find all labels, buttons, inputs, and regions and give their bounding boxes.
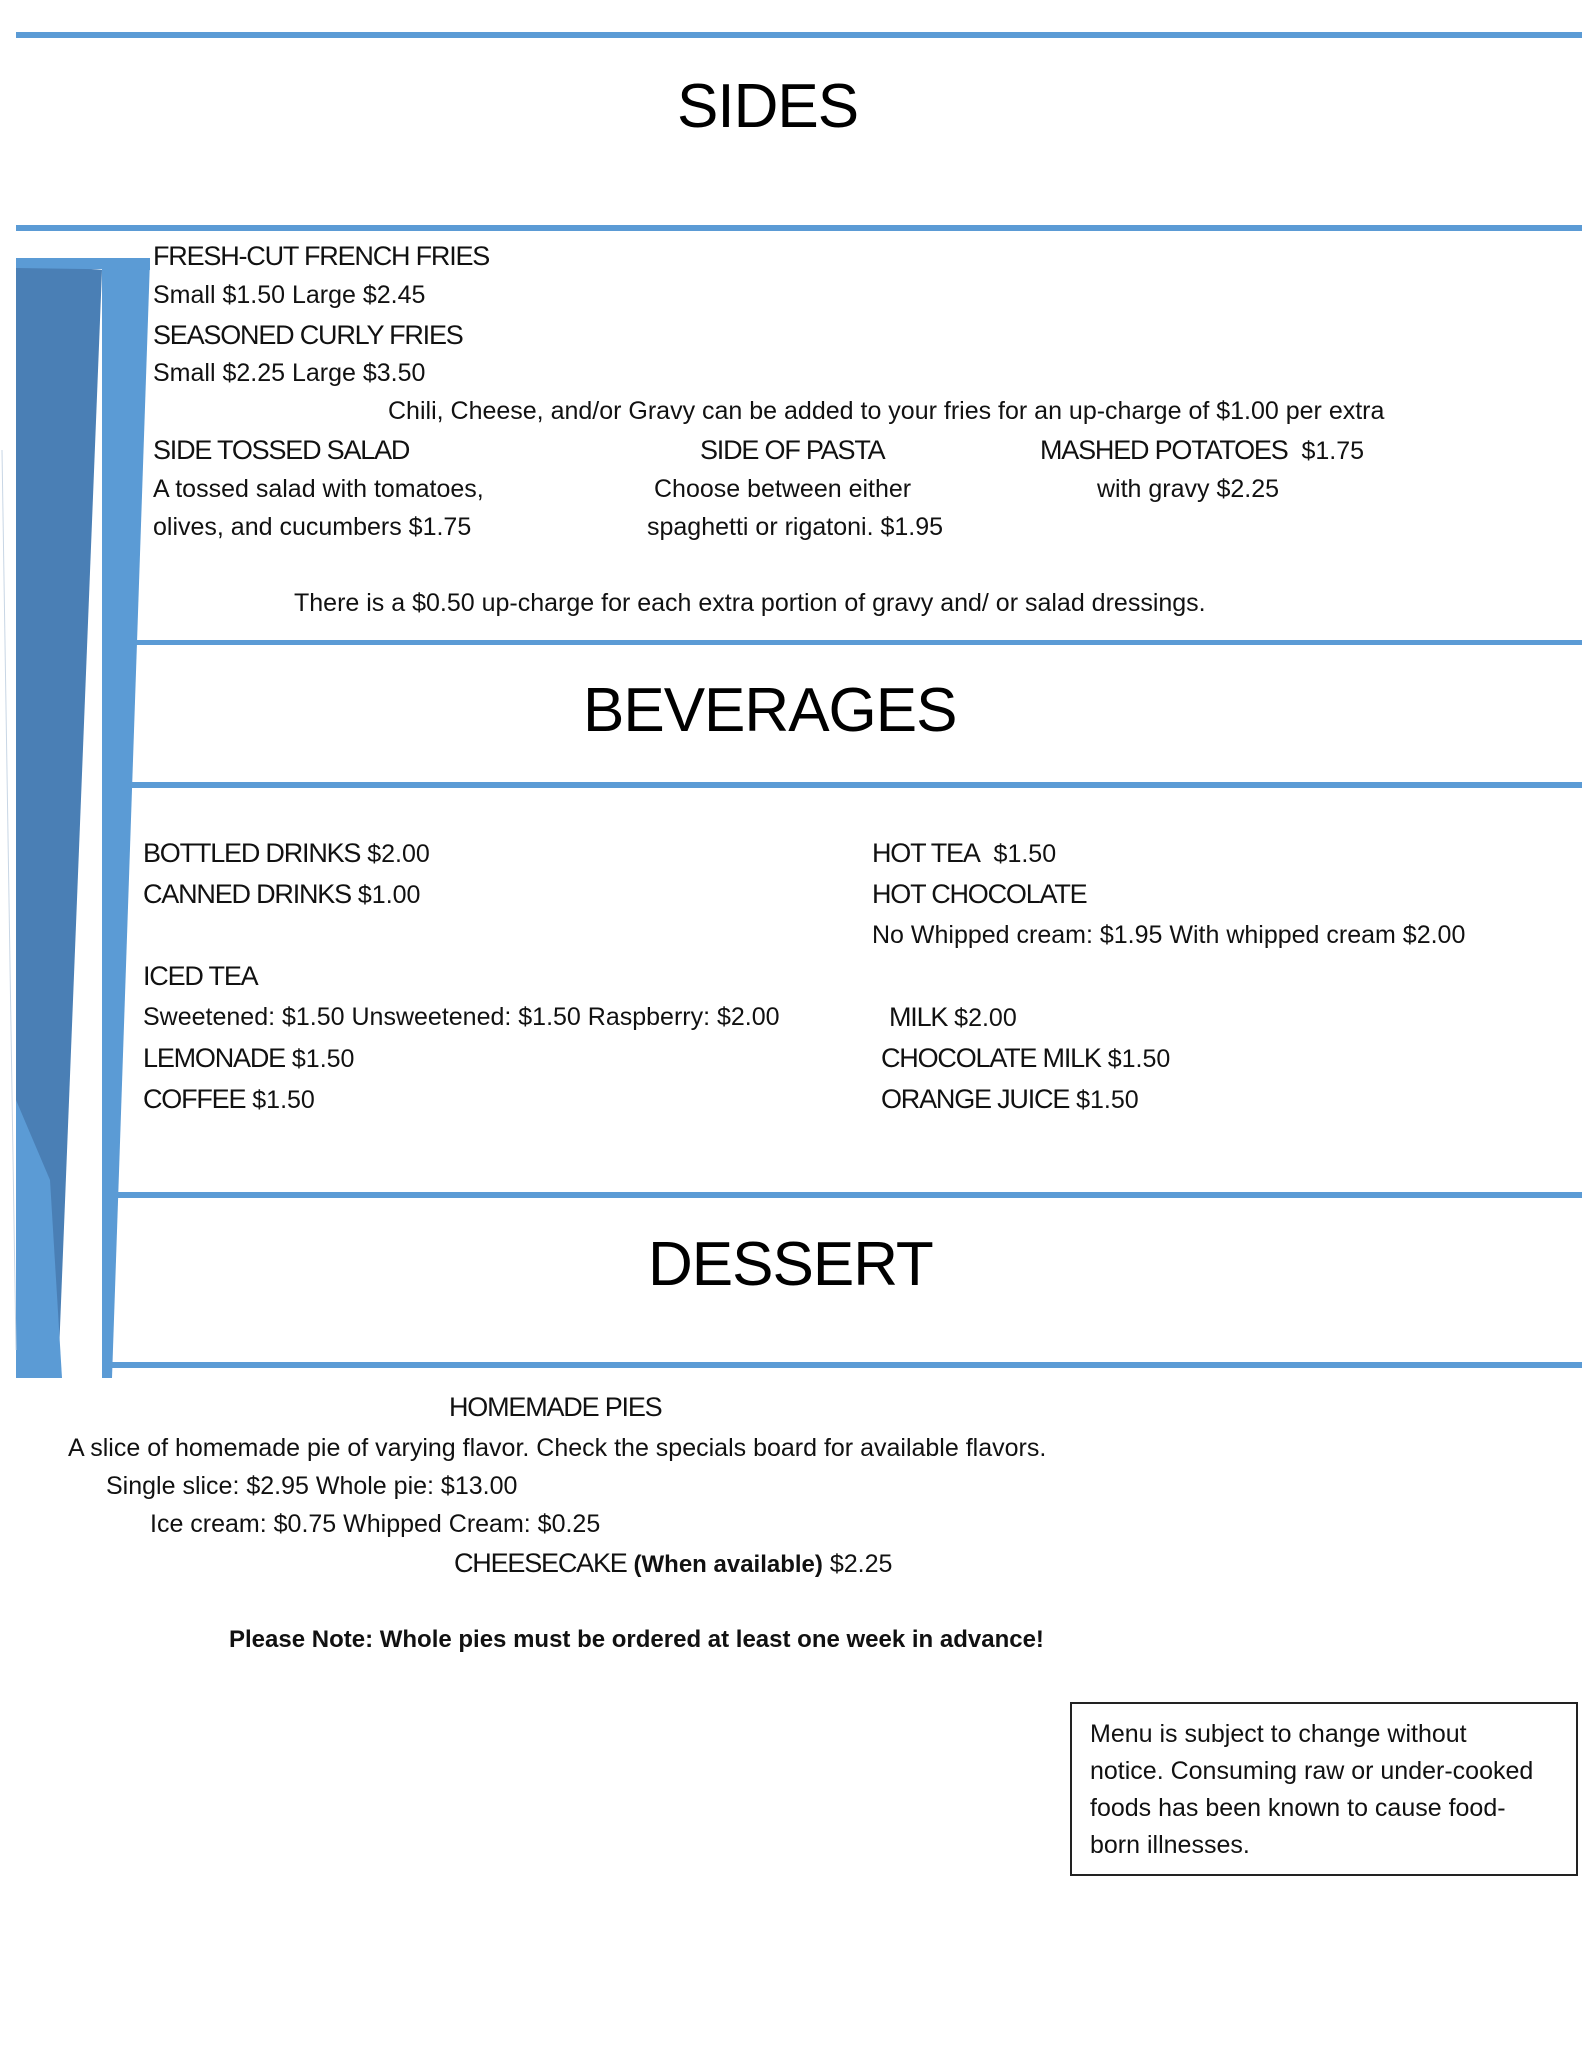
- left-decorative-panel: [0, 0, 160, 1400]
- pies-description: A slice of homemade pie of varying flavor. Check the specials board for available flavors.: [68, 1434, 1047, 1462]
- beverages-top-rule: [136, 640, 1582, 645]
- dessert-top-rule: [108, 1192, 1582, 1198]
- hot-tea: [872, 838, 1056, 869]
- cheesecake-price: $2.25: [829, 1550, 893, 1578]
- beverages-heading: BEVERAGES: [583, 676, 957, 745]
- potatoes-name: [1040, 435, 1364, 466]
- pasta-line1: Choose between either: [654, 475, 912, 503]
- bottled-drinks-name: BOTTLED DRINKS: [143, 838, 361, 868]
- french-fries-name: [153, 241, 489, 272]
- menu-notice-box: [1070, 1702, 1578, 1876]
- curly-fries-name: [153, 320, 463, 351]
- pasta-line2: spaghetti or rigatoni. $1.95: [647, 513, 944, 541]
- potatoes-title: MASHED POTATOES: [1040, 435, 1288, 465]
- cheesecake-availability: (When available): [633, 1551, 823, 1578]
- upcharge-note: There is a $0.50 up-charge for each extra portion of gravy and/ or salad dressings.: [294, 589, 1206, 617]
- notice-line3: foods has been known to cause food-: [1090, 1794, 1506, 1822]
- panel-light-shape: [102, 258, 150, 1378]
- chocolate-milk: [881, 1043, 1170, 1074]
- salad-line2: olives, and cucumbers $1.75: [153, 513, 472, 541]
- french-fries-title: FRESH-CUT FRENCH FRIES: [153, 241, 490, 271]
- coffee: [143, 1084, 315, 1115]
- dessert-bottom-rule: [108, 1362, 1582, 1368]
- canned-drinks-price: $1.00: [357, 881, 421, 909]
- chocolate-milk-price: $1.50: [1107, 1045, 1171, 1073]
- dessert-heading: DESSERT: [648, 1230, 933, 1299]
- salad-line1: A tossed salad with tomatoes,: [153, 475, 484, 503]
- milk-price: $2.00: [954, 1004, 1017, 1032]
- pies-addons: Ice cream: $0.75 Whipped Cream: $0.25: [150, 1510, 601, 1538]
- pasta-title: SIDE OF PASTA: [700, 435, 885, 465]
- top-rule: [16, 32, 1582, 38]
- lemonade-price: $1.50: [291, 1045, 355, 1073]
- bottled-drinks: [143, 838, 430, 869]
- beverages-bottom-rule: [126, 782, 1582, 788]
- curly-fries-prices: Small $2.25 Large $3.50: [153, 359, 426, 387]
- chocolate-milk-name: CHOCOLATE MILK: [881, 1043, 1101, 1073]
- coffee-price: $1.50: [252, 1086, 315, 1114]
- whole-pie-note: Please Note: Whole pies must be ordered at least one week in advance!: [229, 1626, 1044, 1653]
- panel-thin-line: [2, 450, 16, 1350]
- hot-tea-name: HOT TEA: [872, 838, 980, 868]
- cheesecake: [454, 1548, 892, 1580]
- lemonade: [143, 1043, 354, 1074]
- salad-title: SIDE TOSSED SALAD: [153, 435, 410, 465]
- pies-title: HOMEMADE PIES: [449, 1392, 662, 1422]
- pies-prices: Single slice: $2.95 Whole pie: $13.00: [106, 1472, 518, 1500]
- canned-drinks: [143, 879, 420, 910]
- notice-line2: notice. Consuming raw or under-cooked: [1090, 1757, 1534, 1785]
- cheesecake-name: CHEESECAKE: [454, 1548, 627, 1578]
- sides-heading: SIDES: [677, 72, 859, 141]
- potatoes-line1: with gravy $2.25: [1097, 475, 1280, 503]
- hot-chocolate-name: [872, 879, 1086, 910]
- lemonade-name: LEMONADE: [143, 1043, 285, 1073]
- salad-name: [153, 435, 409, 466]
- coffee-name: COFFEE: [143, 1084, 246, 1114]
- orange-juice: [881, 1084, 1139, 1115]
- sides-bottom-rule: [16, 225, 1582, 231]
- orange-juice-name: ORANGE JUICE: [881, 1084, 1070, 1114]
- french-fries-prices: Small $1.50 Large $2.45: [153, 281, 426, 309]
- orange-juice-price: $1.50: [1076, 1086, 1139, 1114]
- iced-tea-title: ICED TEA: [143, 961, 258, 991]
- pies-name: [449, 1392, 661, 1423]
- curly-fries-title: SEASONED CURLY FRIES: [153, 320, 463, 350]
- bottled-drinks-price: $2.00: [367, 840, 430, 868]
- potatoes-price: $1.75: [1301, 437, 1365, 465]
- pasta-name: [700, 435, 884, 466]
- hot-tea-price: $1.50: [993, 840, 1057, 868]
- panel-outer-shape: [16, 258, 150, 270]
- hot-chocolate-title: HOT CHOCOLATE: [872, 879, 1087, 909]
- notice-line1: Menu is subject to change without: [1090, 1720, 1467, 1748]
- canned-drinks-name: CANNED DRINKS: [143, 879, 351, 909]
- hot-chocolate-options: No Whipped cream: $1.95 With whipped cream $2.00: [872, 921, 1466, 949]
- milk: [889, 1002, 1017, 1033]
- iced-tea-name: [143, 961, 257, 992]
- notice-line4: born illnesses.: [1090, 1831, 1250, 1859]
- iced-tea-options: Sweetened: $1.50 Unsweetened: $1.50 Raspberry: $2.00: [143, 1003, 780, 1031]
- milk-name: MILK: [889, 1002, 948, 1032]
- fries-addon-note: Chili, Cheese, and/or Gravy can be added to your fries for an up-charge of $1.00 per extra: [388, 397, 1385, 425]
